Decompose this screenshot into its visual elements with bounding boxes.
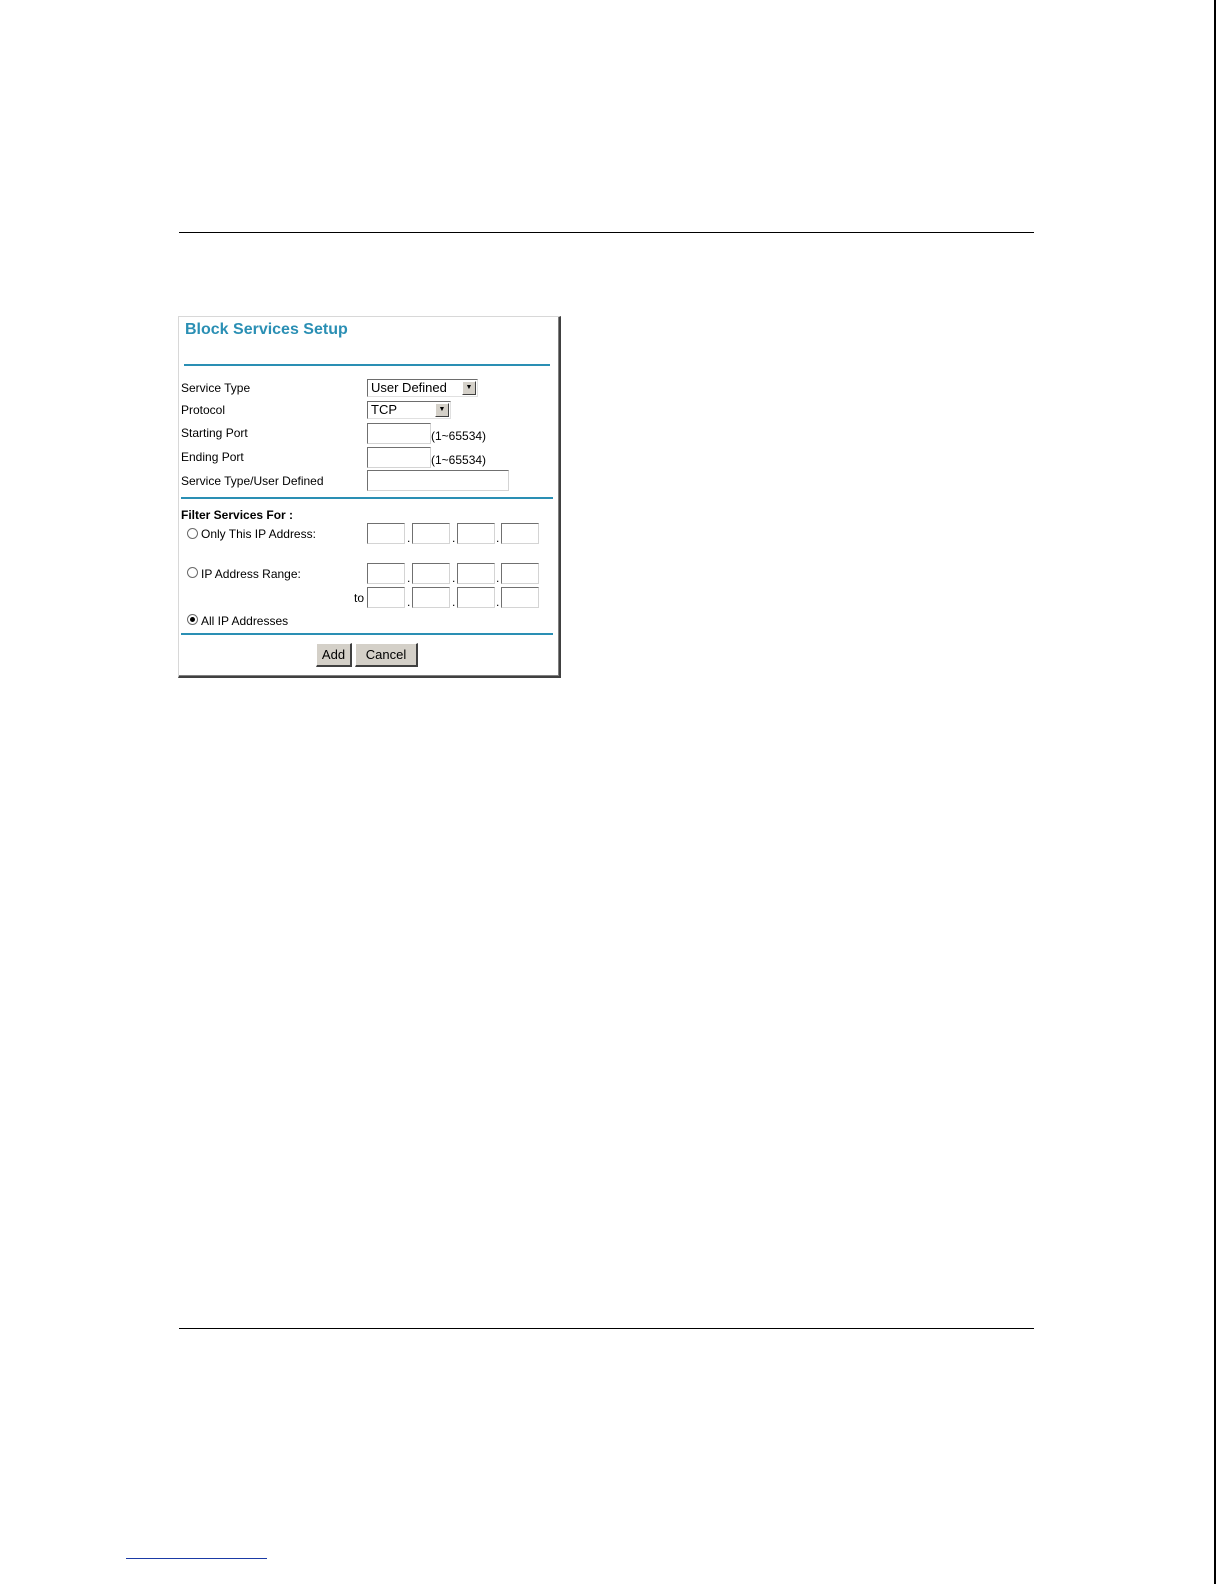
starting-port-input[interactable]: [367, 423, 431, 444]
service-user-defined-input[interactable]: [367, 470, 509, 491]
ending-port-input[interactable]: [367, 447, 431, 468]
only-ip-octet-1[interactable]: [367, 523, 405, 544]
ip-separator: .: [496, 531, 500, 545]
protocol-label: Protocol: [181, 403, 226, 417]
service-user-defined-label: Service Type/User Defined: [181, 474, 324, 488]
ip-range-label: IP Address Range:: [201, 567, 301, 581]
block-services-dialog: [178, 316, 561, 678]
ending-port-range-hint: (1~65534): [431, 453, 487, 467]
starting-port-range-hint: (1~65534): [431, 429, 487, 443]
range-end-octet-2[interactable]: [412, 587, 450, 608]
service-type-select[interactable]: [367, 379, 478, 397]
only-this-ip-label: Only This IP Address:: [201, 527, 316, 541]
protocol-value: TCP: [371, 402, 397, 417]
ip-separator: .: [452, 595, 456, 609]
section-divider: [181, 497, 553, 499]
range-start-octet-2[interactable]: [412, 563, 450, 584]
all-ips-label: All IP Addresses: [201, 614, 289, 628]
ip-separator: .: [452, 531, 456, 545]
cancel-button[interactable]: Cancel: [355, 643, 418, 667]
add-button[interactable]: Add: [316, 643, 352, 667]
footer-rule: [179, 1328, 1034, 1329]
title-divider: [184, 364, 550, 366]
range-end-octet-4[interactable]: [501, 587, 539, 608]
service-type-value: User Defined: [371, 380, 447, 395]
only-ip-octet-3[interactable]: [457, 523, 495, 544]
only-this-ip-radio[interactable]: [187, 528, 198, 539]
only-ip-octet-4[interactable]: [501, 523, 539, 544]
dropdown-arrow-icon[interactable]: ▼: [462, 381, 476, 395]
range-end-octet-3[interactable]: [457, 587, 495, 608]
buttons-divider: [181, 633, 553, 635]
ip-range-radio[interactable]: [187, 567, 198, 578]
range-to-label: to: [354, 591, 365, 605]
protocol-select[interactable]: [367, 401, 451, 419]
page-edge-line: [1214, 0, 1216, 1584]
ip-separator: .: [407, 595, 411, 609]
only-ip-octet-2[interactable]: [412, 523, 450, 544]
ip-separator: .: [407, 571, 411, 585]
range-start-octet-4[interactable]: [501, 563, 539, 584]
filter-heading: Filter Services For :: [181, 508, 294, 522]
ip-separator: .: [496, 595, 500, 609]
dropdown-arrow-icon[interactable]: ▼: [435, 403, 449, 417]
all-ips-radio[interactable]: [187, 614, 198, 625]
range-end-octet-1[interactable]: [367, 587, 405, 608]
ending-port-label: Ending Port: [181, 450, 244, 464]
ip-separator: .: [407, 531, 411, 545]
footnote-rule: [126, 1558, 267, 1559]
header-rule: [179, 232, 1034, 233]
starting-port-label: Starting Port: [181, 426, 248, 440]
service-type-label: Service Type: [181, 381, 251, 395]
dialog-title: Block Services Setup: [185, 321, 348, 338]
ip-separator: .: [452, 571, 456, 585]
range-start-octet-3[interactable]: [457, 563, 495, 584]
ip-separator: .: [496, 571, 500, 585]
range-start-octet-1[interactable]: [367, 563, 405, 584]
